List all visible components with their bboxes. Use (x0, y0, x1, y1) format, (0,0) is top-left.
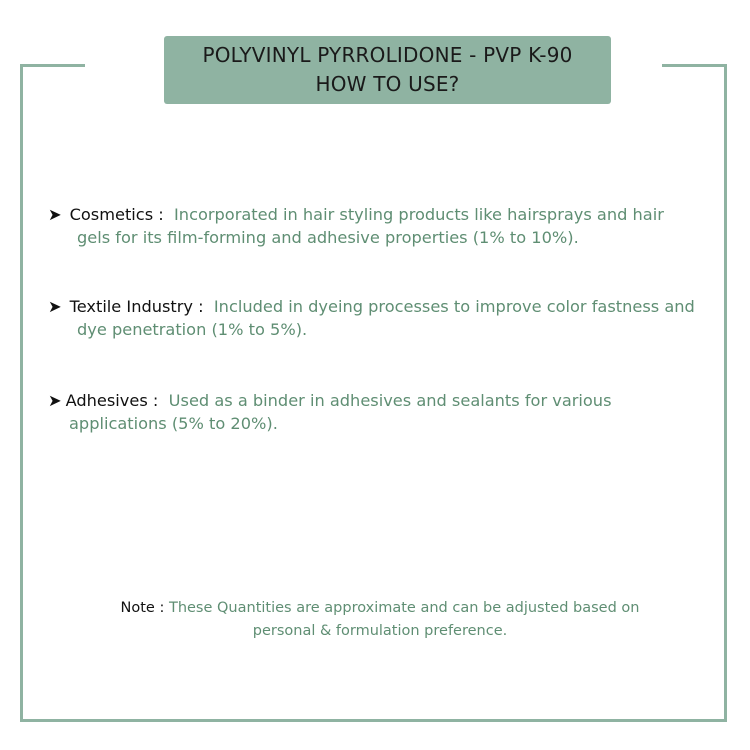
usage-item-cosmetics (48, 204, 738, 249)
arrow-bullet-icon: ➤ (48, 297, 62, 316)
usage-text-line-2: gels for its film-forming and adhesive properties (1% to 10%). (77, 227, 579, 247)
frame-top-right-segment (662, 64, 727, 67)
usage-text-line-2: applications (5% to 20%). (69, 413, 278, 433)
usage-label: Cosmetics : (69, 205, 164, 224)
title-line-2: HOW TO USE? (315, 72, 460, 96)
usage-item-textile (48, 296, 738, 341)
usage-text-line-1: Included in dyeing processes to improve color fastness and (213, 297, 695, 316)
usage-label: Adhesives : (65, 391, 159, 410)
usage-item-adhesives (48, 390, 738, 435)
note (80, 597, 680, 643)
arrow-bullet-icon: ➤ (48, 205, 62, 224)
title-line-1: POLYVINYL PYRROLIDONE - PVP K-90 (202, 43, 573, 67)
note-text-line-2: personal & formulation preference. (252, 623, 508, 639)
frame-top-left-segment (20, 64, 85, 67)
note-text-line-1: These Quantities are approximate and can be adjusted based on (168, 600, 640, 616)
note-label: Note : (120, 600, 165, 616)
arrow-bullet-icon: ➤ (48, 391, 62, 410)
usage-text-line-2: dye penetration (1% to 5%). (77, 319, 308, 339)
usage-label: Textile Industry : (69, 297, 204, 316)
usage-text-line-1: Used as a binder in adhesives and sealants for various (168, 391, 612, 410)
title-banner (164, 36, 611, 104)
usage-text-line-1: Incorporated in hair styling products like hairsprays and hair (174, 205, 664, 224)
